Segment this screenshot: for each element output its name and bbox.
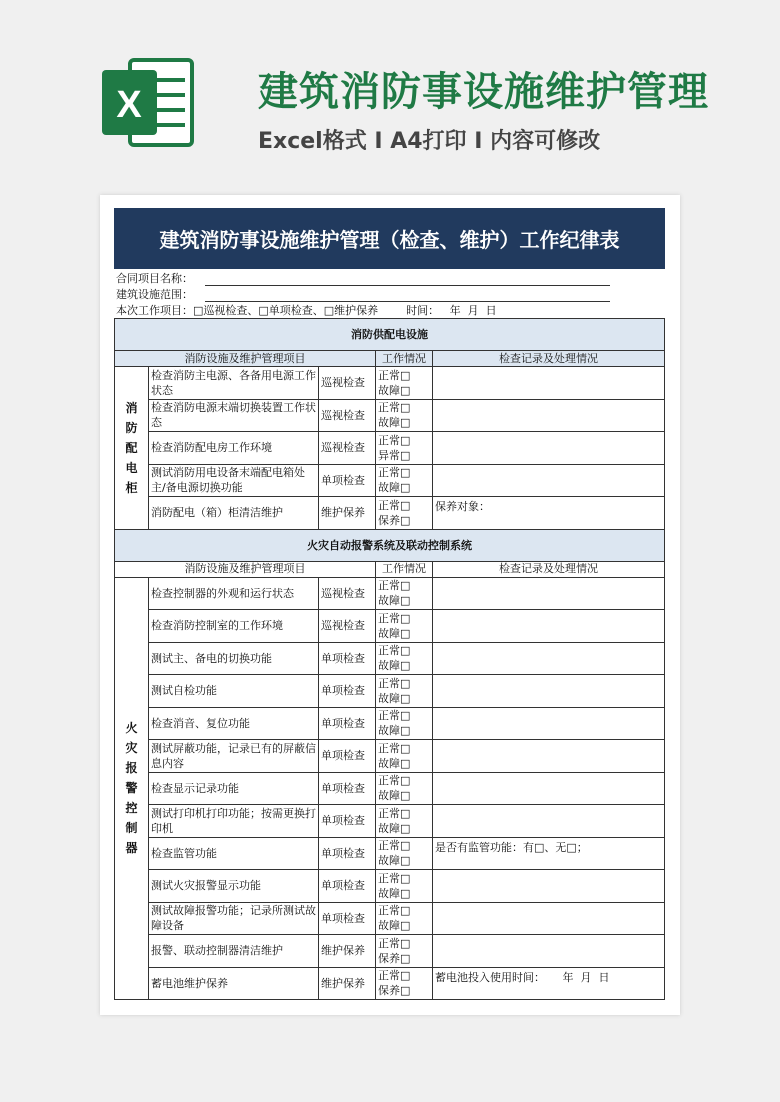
type-cell: 单项检查 <box>319 772 376 805</box>
table-row <box>115 935 665 968</box>
type-cell: 巡视检查 <box>319 367 376 400</box>
record-cell[interactable] <box>433 577 665 610</box>
status-option-2[interactable]: 保养□ <box>378 513 411 527</box>
section-title: 消防供配电设施 <box>115 319 665 351</box>
status-cell[interactable] <box>376 740 433 773</box>
item-cell: 测试消防用电设备末端配电箱处主/备电源切换功能 <box>149 464 319 497</box>
record-cell[interactable] <box>433 367 665 400</box>
status-option-1[interactable]: 正常□ <box>378 871 411 885</box>
item-cell: 检查消防主电源、各备用电源工作状态 <box>149 367 319 400</box>
item-cell: 蓄电池维护保养 <box>149 967 319 1000</box>
status-option-2[interactable]: 故障□ <box>378 919 411 933</box>
section-title: 火灾自动报警系统及联动控制系统 <box>115 529 665 561</box>
category-label: 消防配电柜 <box>125 400 138 495</box>
status-option-1[interactable]: 正常□ <box>378 644 411 658</box>
record-cell[interactable] <box>433 805 665 838</box>
item-cell: 检查消防控制室的工作环境 <box>149 610 319 643</box>
record-cell[interactable] <box>433 610 665 643</box>
document-banner: 建筑消防事设施维护管理（检查、维护）工作纪律表 <box>114 208 665 269</box>
status-cell[interactable] <box>376 837 433 870</box>
item-cell: 检查消防电源末端切换装置工作状态 <box>149 399 319 432</box>
status-option-1[interactable]: 正常□ <box>378 774 411 788</box>
section-header <box>115 319 665 351</box>
status-cell[interactable] <box>376 464 433 497</box>
table-row <box>115 367 665 400</box>
status-option-2[interactable]: 故障□ <box>378 724 411 738</box>
status-cell[interactable] <box>376 642 433 675</box>
table-row <box>115 675 665 708</box>
item-cell: 测试自检功能 <box>149 675 319 708</box>
status-option-1[interactable]: 正常□ <box>378 368 411 382</box>
item-cell: 测试屏蔽功能，记录已有的屏蔽信息内容 <box>149 740 319 773</box>
table-row <box>115 870 665 903</box>
table-row <box>115 642 665 675</box>
type-cell: 单项检查 <box>319 675 376 708</box>
col-header-record: 检查记录及处理情况 <box>433 351 665 367</box>
status-option-2[interactable]: 故障□ <box>378 626 411 640</box>
category-cell <box>115 367 149 530</box>
type-cell: 单项检查 <box>319 464 376 497</box>
type-cell: 单项检查 <box>319 740 376 773</box>
type-cell: 单项检查 <box>319 642 376 675</box>
status-cell[interactable] <box>376 367 433 400</box>
record-cell[interactable] <box>433 902 665 935</box>
table-row <box>115 497 665 530</box>
type-cell: 巡视检查 <box>319 399 376 432</box>
table-row <box>115 577 665 610</box>
status-option-2[interactable]: 故障□ <box>378 481 411 495</box>
status-option-1[interactable]: 正常□ <box>378 936 411 950</box>
item-cell: 检查监管功能 <box>149 837 319 870</box>
status-cell[interactable] <box>376 707 433 740</box>
status-option-2[interactable]: 保养□ <box>378 984 411 998</box>
table-row <box>115 610 665 643</box>
record-cell[interactable] <box>433 399 665 432</box>
status-option-2[interactable]: 故障□ <box>378 659 411 673</box>
status-cell[interactable] <box>376 772 433 805</box>
status-option-2[interactable]: 故障□ <box>378 854 411 868</box>
page-title: 建筑消防事设施维护管理 <box>258 69 709 115</box>
status-option-2[interactable]: 故障□ <box>378 416 411 430</box>
status-option-1[interactable]: 正常□ <box>378 741 411 755</box>
category-label: 火灾报警控制器 <box>125 721 138 856</box>
table-row <box>115 902 665 935</box>
type-cell: 单项检查 <box>319 902 376 935</box>
item-cell: 报警、联动控制器清洁维护 <box>149 935 319 968</box>
status-cell[interactable] <box>376 935 433 968</box>
record-cell[interactable]: 是否有监管功能：有□、无□； <box>433 837 665 870</box>
column-header-row <box>115 351 665 367</box>
col-header-status: 工作情况 <box>376 561 433 577</box>
building-scope-label: 建筑设施范围： <box>116 288 193 301</box>
status-option-1[interactable]: 正常□ <box>378 401 411 415</box>
col-header-record: 检查记录及处理情况 <box>433 561 665 577</box>
item-cell: 检查消防配电房工作环境 <box>149 432 319 465</box>
type-cell: 单项检查 <box>319 837 376 870</box>
status-option-1[interactable]: 正常□ <box>378 709 411 723</box>
table-row <box>115 707 665 740</box>
table-row <box>115 464 665 497</box>
status-option-1[interactable]: 正常□ <box>378 839 411 853</box>
record-cell[interactable] <box>433 464 665 497</box>
item-cell: 测试火灾报警显示功能 <box>149 870 319 903</box>
col-header-item: 消防设施及维护管理项目 <box>115 561 376 577</box>
contract-name-label: 合同项目名称： <box>116 272 193 285</box>
status-option-2[interactable]: 故障□ <box>378 886 411 900</box>
inspection-table <box>114 318 665 1000</box>
record-cell[interactable]: 蓄电池投入使用时间： 年 月 日 <box>433 967 665 1000</box>
table-row <box>115 399 665 432</box>
status-cell[interactable] <box>376 577 433 610</box>
status-option-1[interactable]: 正常□ <box>378 498 411 512</box>
status-cell[interactable] <box>376 399 433 432</box>
col-header-item: 消防设施及维护管理项目 <box>115 351 376 367</box>
status-option-2[interactable]: 故障□ <box>378 756 411 770</box>
page-subtitle: Excel格式 Ⅰ A4打印 Ⅰ 内容可修改 <box>258 129 601 154</box>
type-cell: 维护保养 <box>319 497 376 530</box>
record-cell[interactable] <box>433 432 665 465</box>
status-cell[interactable] <box>376 870 433 903</box>
category-cell <box>115 577 149 1000</box>
status-option-1[interactable]: 正常□ <box>378 579 411 593</box>
item-cell: 检查控制器的外观和运行状态 <box>149 577 319 610</box>
item-cell: 测试主、备电的切换功能 <box>149 642 319 675</box>
status-cell[interactable] <box>376 967 433 1000</box>
status-option-2[interactable]: 故障□ <box>378 789 411 803</box>
svg-text:X: X <box>116 84 142 126</box>
record-cell[interactable] <box>433 870 665 903</box>
table-row <box>115 967 665 1000</box>
record-cell[interactable] <box>433 772 665 805</box>
section-header <box>115 529 665 561</box>
record-cell[interactable] <box>433 740 665 773</box>
table-row <box>115 740 665 773</box>
status-option-1[interactable]: 正常□ <box>378 433 411 447</box>
status-option-1[interactable]: 正常□ <box>378 904 411 918</box>
col-header-status: 工作情况 <box>376 351 433 367</box>
status-option-1[interactable]: 正常□ <box>378 611 411 625</box>
excel-logo-icon <box>100 55 195 150</box>
status-option-2[interactable]: 故障□ <box>378 821 411 835</box>
table-row <box>115 432 665 465</box>
item-cell: 测试打印机打印功能；按需更换打印机 <box>149 805 319 838</box>
type-cell: 维护保养 <box>319 967 376 1000</box>
type-cell: 单项检查 <box>319 870 376 903</box>
item-cell: 消防配电（箱）柜清洁维护 <box>149 497 319 530</box>
status-option-1[interactable]: 正常□ <box>378 676 411 690</box>
item-cell: 测试故障报警功能；记录所测试故障设备 <box>149 902 319 935</box>
record-cell[interactable] <box>433 642 665 675</box>
record-cell[interactable] <box>433 675 665 708</box>
contract-name-line <box>205 285 610 286</box>
status-option-2[interactable]: 故障□ <box>378 691 411 705</box>
status-option-1[interactable]: 正常□ <box>378 969 411 983</box>
status-cell[interactable] <box>376 902 433 935</box>
status-option-1[interactable]: 正常□ <box>378 806 411 820</box>
type-cell: 巡视检查 <box>319 577 376 610</box>
status-option-2[interactable]: 异常□ <box>378 448 411 462</box>
record-cell[interactable] <box>433 707 665 740</box>
status-option-2[interactable]: 故障□ <box>378 383 411 397</box>
status-cell[interactable] <box>376 805 433 838</box>
record-cell[interactable] <box>433 935 665 968</box>
status-cell[interactable] <box>376 675 433 708</box>
status-option-2[interactable]: 保养□ <box>378 951 411 965</box>
status-cell[interactable] <box>376 432 433 465</box>
type-cell: 单项检查 <box>319 707 376 740</box>
column-header-row <box>115 561 665 577</box>
item-cell: 检查消音、复位功能 <box>149 707 319 740</box>
status-option-1[interactable]: 正常□ <box>378 466 411 480</box>
status-cell[interactable] <box>376 497 433 530</box>
type-cell: 维护保养 <box>319 935 376 968</box>
table-row <box>115 805 665 838</box>
type-cell: 巡视检查 <box>319 432 376 465</box>
table-row <box>115 837 665 870</box>
status-option-2[interactable]: 故障□ <box>378 594 411 608</box>
type-cell: 巡视检查 <box>319 610 376 643</box>
type-cell: 单项检查 <box>319 805 376 838</box>
table-row <box>115 772 665 805</box>
record-cell[interactable]: 保养对象： <box>433 497 665 530</box>
work-item-label: 本次工作项目：□巡视检查、□单项检查、□维护保养 时间： 年 月 日 <box>116 304 497 317</box>
item-cell: 检查显示记录功能 <box>149 772 319 805</box>
status-cell[interactable] <box>376 610 433 643</box>
